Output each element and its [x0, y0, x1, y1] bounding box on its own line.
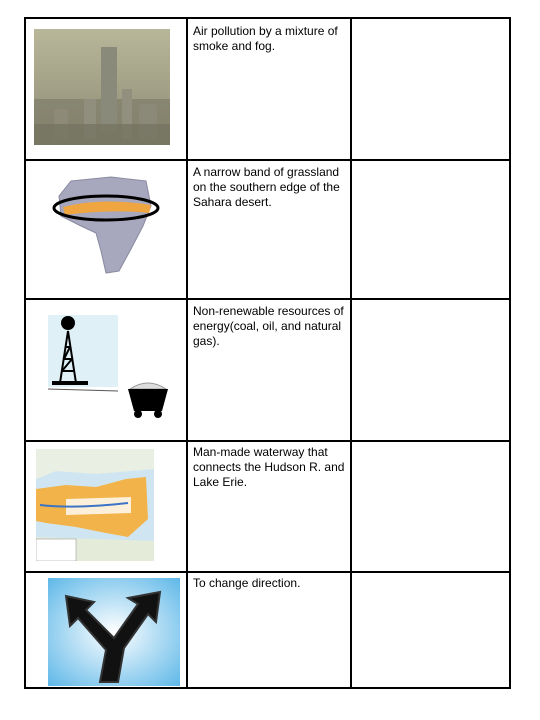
vocabulary-table	[24, 17, 511, 689]
new-york-canal-map	[36, 449, 154, 561]
diverging-arrow	[48, 578, 180, 686]
definition-text: Non-renewable resources of energy(coal, oil, and natural gas).	[193, 304, 344, 348]
definition-text: A narrow band of grassland on the southern edge of the Sahara desert.	[193, 165, 340, 209]
smog-city-photo	[34, 29, 170, 145]
sahel-africa-map	[51, 171, 163, 277]
definition-text: To change direction.	[193, 576, 301, 590]
definition-text: Man-made waterway that connects the Hudson R. and Lake Erie.	[193, 445, 345, 489]
definition-text: Air pollution by a mixture of smoke and fog.	[193, 24, 338, 53]
oil-derrick-and-coal-cart	[38, 311, 178, 419]
